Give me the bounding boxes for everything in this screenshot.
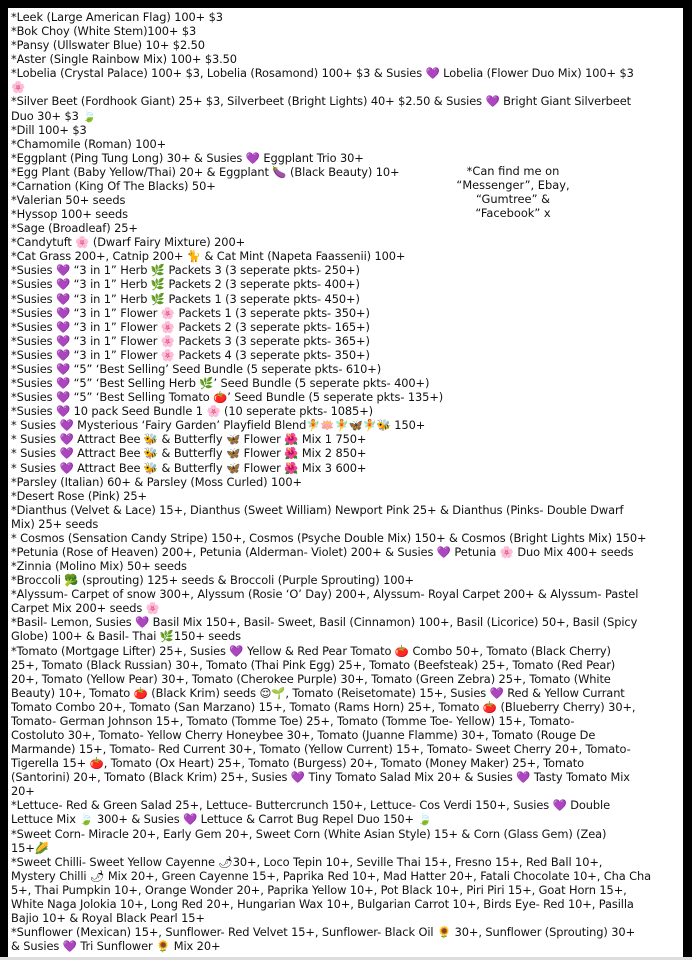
blossom-icon: 🌸 <box>11 80 26 95</box>
seed-list-document <box>8 8 683 957</box>
list-line: *Petunia (Rose of Heaven) 200+, Petunia (Alderman- Violet) 200+ & Susies 💜 Petunia 🌸 Duo Mix 400+ seeds <box>11 544 634 559</box>
list-line: *Silver Beet (Fordhook Giant) 25+ $3, Silverbeet (Bright Lights) 40+ $2.50 & Susies 💜 Bright Giant Silverbeet <box>11 94 631 109</box>
list-line: (Santorini) 20+, Tomato (Black Krim) 25+, Susies 💜 Tiny Tomato Salad Mix 20+ & Susies 💜 Tasty Tomato Mix <box>11 770 630 785</box>
list-line: *Pansy (Ullswater Blue) 10+ $2.50 <box>11 38 205 53</box>
list-line: *Susies 💜 “3 in 1” Flower 🌸 Packets 1 (3 seperate pkts- 350+) <box>11 305 370 320</box>
list-line: Mystery Chilli 🌶 Mix 20+, Green Cayenne 15+, Paprika Red 10+, Mad Hatter 20+, Fatali Chocolate 10+, Cha Cha <box>11 868 652 883</box>
list-line: Duo 30+ $3 🍃 <box>11 108 97 123</box>
list-line: 5+, Thai Pumpkin 10+, Orange Wonder 20+, Paprika Yellow 10+, Pot Black 10+, Piri Piri 15+, Goat Horn 15+, <box>11 882 627 897</box>
list-line: *Eggplant (Ping Tung Long) 30+ & Susies 💜 Eggplant Trio 30+ <box>11 150 364 165</box>
list-line: *Aster (Single Rainbow Mix) 100+ $3.50 <box>11 52 237 67</box>
list-line: * Cosmos (Sensation Candy Stripe) 150+, Cosmos (Psyche Double Mix) 150+ & Cosmos (Bright Lights Mix) 150+ <box>11 530 647 545</box>
list-line: Tomato- German Johnson 15+, Tomato (Tomme Toe) 25+, Tomato (Tomme Toe- Yellow) 15+, Tomato- <box>11 713 575 728</box>
list-line: *Susies 💜 “3 in 1” Flower 🌸 Packets 4 (3 seperate pkts- 350+) <box>11 347 370 362</box>
contact-note-line: *Can find me on <box>466 164 560 178</box>
list-line: *Hyssop 100+ seeds <box>11 207 128 222</box>
list-line: Carpet Mix 200+ seeds 🌸 <box>11 601 160 616</box>
list-line: Marmande) 15+, Tomato- Red Current 30+, Tomato (Yellow Current) 15+, Tomato- Sweet Cherry 20+, Tomato- <box>11 742 631 757</box>
list-line: Lettuce Mix 🍃 300+ & Susies 💜 Lettuce & Carrot Bug Repel Duo 150+ 🍃 <box>11 812 432 827</box>
list-line: *Susies 💜 “3 in 1” Flower 🌸 Packets 2 (3 seperate pkts- 165+) <box>11 319 370 334</box>
list-line: *Parsley (Italian) 60+ & Parsley (Moss Curled) 100+ <box>11 474 302 489</box>
list-line: *Carnation (King Of The Blacks) 50+ <box>11 178 216 193</box>
list-line: *Zinnia (Molino Mix) 50+ seeds <box>11 559 187 574</box>
list-line: * Susies 💜 Mysterious ‘Fairy Garden’ Playfield Blend🧚🪷🧚🦋🧚🐝 150+ <box>11 418 426 433</box>
list-line: *Cat Grass 200+, Catnip 200+ 🐈 & Cat Mint (Napeta Faassenii) 100+ <box>11 249 406 264</box>
list-line: *Susies 💜 “3 in 1” Herb 🌿 Packets 1 (3 seperate pkts- 450+) <box>11 291 360 306</box>
list-line: *Susies 💜 “3 in 1” Herb 🌿 Packets 2 (3 seperate pkts- 400+) <box>11 277 360 292</box>
list-line: Costoluto 30+, Tomato- Yellow Cherry Honeybee 30+, Tomato (Juanne Flamme) 30+, Tomato (Rouge De <box>11 727 596 742</box>
list-line: White Naga Jolokia 10+, Long Red 20+, Hungarian Wax 10+, Bulgarian Carrot 10+, Birds Eye- Red 10+, Pasilla <box>11 896 634 911</box>
list-line: *Susies 💜 “5” ‘Best Selling’ Seed Bundle (5 seperate pkts- 610+) <box>11 361 382 376</box>
list-line: * Susies 💜 Attract Bee 🐝 & Butterfly 🦋 Flower 🌺 Mix 3 600+ <box>11 460 367 475</box>
list-line: *Lettuce- Red & Green Salad 25+, Lettuce- Buttercrunch 150+, Lettuce- Cos Verdi 150+, Susies 💜 Double <box>11 798 610 813</box>
contact-note-line: “Gumtree” & <box>476 192 550 207</box>
contact-note-line: “Messenger”, Ebay, <box>456 178 570 193</box>
list-line: *Susies 💜 “3 in 1” Herb 🌿 Packets 3 (3 seperate pkts- 250+) <box>11 263 360 278</box>
list-line: *Susies 💜 “3 in 1” Flower 🌸 Packets 3 (3 seperate pkts- 365+) <box>11 333 370 348</box>
list-line: 25+, Tomato (Black Russian) 30+, Tomato (Thai Pink Egg) 25+, Tomato (Beefsteak) 25+, Tomato (Red Pear) <box>11 657 616 672</box>
list-line: *Susies 💜 “5” ‘Best Selling Tomato 🍅’ Seed Bundle (5 seperate pkts- 135+) <box>11 390 444 405</box>
list-line: Globe) 100+ & Basil- Thai 🌿150+ seeds <box>11 629 241 644</box>
list-line: * Susies 💜 Attract Bee 🐝 & Butterfly 🦋 Flower 🌺 Mix 1 750+ <box>11 432 367 447</box>
list-line: *Chamomile (Roman) 100+ <box>11 136 167 151</box>
list-line: *Egg Plant (Baby Yellow/Thai) 20+ & Eggplant 🍆 (Black Beauty) 10+ <box>11 164 400 179</box>
list-line: *Sweet Corn- Miracle 20+, Early Gem 20+, Sweet Corn (White Asian Style) 15+ & Corn (Glass Gem) (Zea) <box>11 826 607 841</box>
list-line: *Broccoli 🥦 (sprouting) 125+ seeds & Broccoli (Purple Sprouting) 100+ <box>11 573 414 588</box>
list-line: Tigerella 15+ 🍅, Tomato (Ox Heart) 25+, Tomato (Burgess) 20+, Tomato (Money Maker) 25+, Tomato <box>11 756 585 771</box>
list-line: Tomato Combo 20+, Tomato (San Marzano) 15+, Tomato (Rams Horn) 25+, Tomato 🍅 (Blueberry Cherry) 30+, <box>11 699 636 714</box>
list-line: *Alyssum- Carpet of snow 300+, Alyssum (Rosie ‘O’ Day) 200+, Alyssum- Royal Carpet 200+ & Alyssum- Pastel <box>11 587 639 602</box>
list-line: 15+🌽 <box>11 840 49 855</box>
list-line: & Susies 💜 Tri Sunflower 🌻 Mix 20+ <box>11 939 221 954</box>
contact-note <box>428 164 598 220</box>
seed-list <box>11 10 651 953</box>
list-line: *Dianthus (Velvet & Lace) 15+, Dianthus (Sweet William) Newport Pink 25+ & Dianthus (Pinks- Double Dwarf <box>11 502 624 517</box>
list-line: Beauty) 10+, Tomato 🍅 (Black Krim) seeds 😌🌱, Tomato (Reisetomate) 15+, Susies 💜 Red & Yellow Currant <box>11 685 625 700</box>
list-line: Mix) 25+ seeds <box>11 516 99 531</box>
list-line: *Sunflower (Mexican) 15+, Sunflower- Red Velvet 15+, Sunflower- Black Oil 🌻 30+, Sunflower (Sprouting) 30+ <box>11 925 636 940</box>
list-line: *Tomato (Mortgage Lifter) 25+, Susies 💜 Yellow & Red Pear Tomato 🍅 Combo 50+, Tomato (Black Cherry) <box>11 643 611 658</box>
list-line: *Dill 100+ $3 <box>11 122 87 137</box>
list-line: *Desert Rose (Pink) 25+ <box>11 488 147 503</box>
list-line: 20+ <box>11 784 35 799</box>
list-line: *Lobelia (Crystal Palace) 100+ $3, Lobelia (Rosamond) 100+ $3 & Susies 💜 Lobelia (Flower Duo Mix) 100+ $3 <box>11 66 634 81</box>
list-line: *Susies 💜 10 pack Seed Bundle 1 🌸 (10 seperate pkts- 1085+) <box>11 404 373 419</box>
list-line: * Susies 💜 Attract Bee 🐝 & Butterfly 🦋 Flower 🌺 Mix 2 850+ <box>11 446 367 461</box>
contact-note-line: “Facebook” x <box>475 206 551 221</box>
list-line: *Candytuft 🌸 (Dwarf Fairy Mixture) 200+ <box>11 235 246 250</box>
list-line: *Sage (Broadleaf) 25+ <box>11 221 138 236</box>
list-line: *Leek (Large American Flag) 100+ $3 <box>11 10 223 24</box>
list-line: *Valerian 50+ seeds <box>11 193 126 208</box>
list-line: Bajio 10+ & Royal Black Pearl 15+ <box>11 911 205 925</box>
list-line: *Susies 💜 “5” ‘Best Selling Herb 🌿’ Seed Bundle (5 seperate pkts- 400+) <box>11 376 430 391</box>
list-line: *Bok Choy (White Stem)100+ $3 <box>11 24 197 39</box>
list-line: *Basil- Lemon, Susies 💜 Basil Mix 150+, Basil- Sweet, Basil (Cinnamon) 100+, Basil (Licorice) 50+, Basil (Spicy <box>11 615 638 630</box>
list-line: *Sweet Chilli- Sweet Yellow Cayenne 🌶30+, Loco Tepin 10+, Seville Thai 15+, Fresno 15+, Red Ball 10+, <box>11 854 603 869</box>
list-line: 20+, Tomato (Yellow Pear) 30+, Tomato (Cherokee Purple) 30+, Tomato (Green Zebra) 25+, Tomato (White <box>11 671 611 686</box>
